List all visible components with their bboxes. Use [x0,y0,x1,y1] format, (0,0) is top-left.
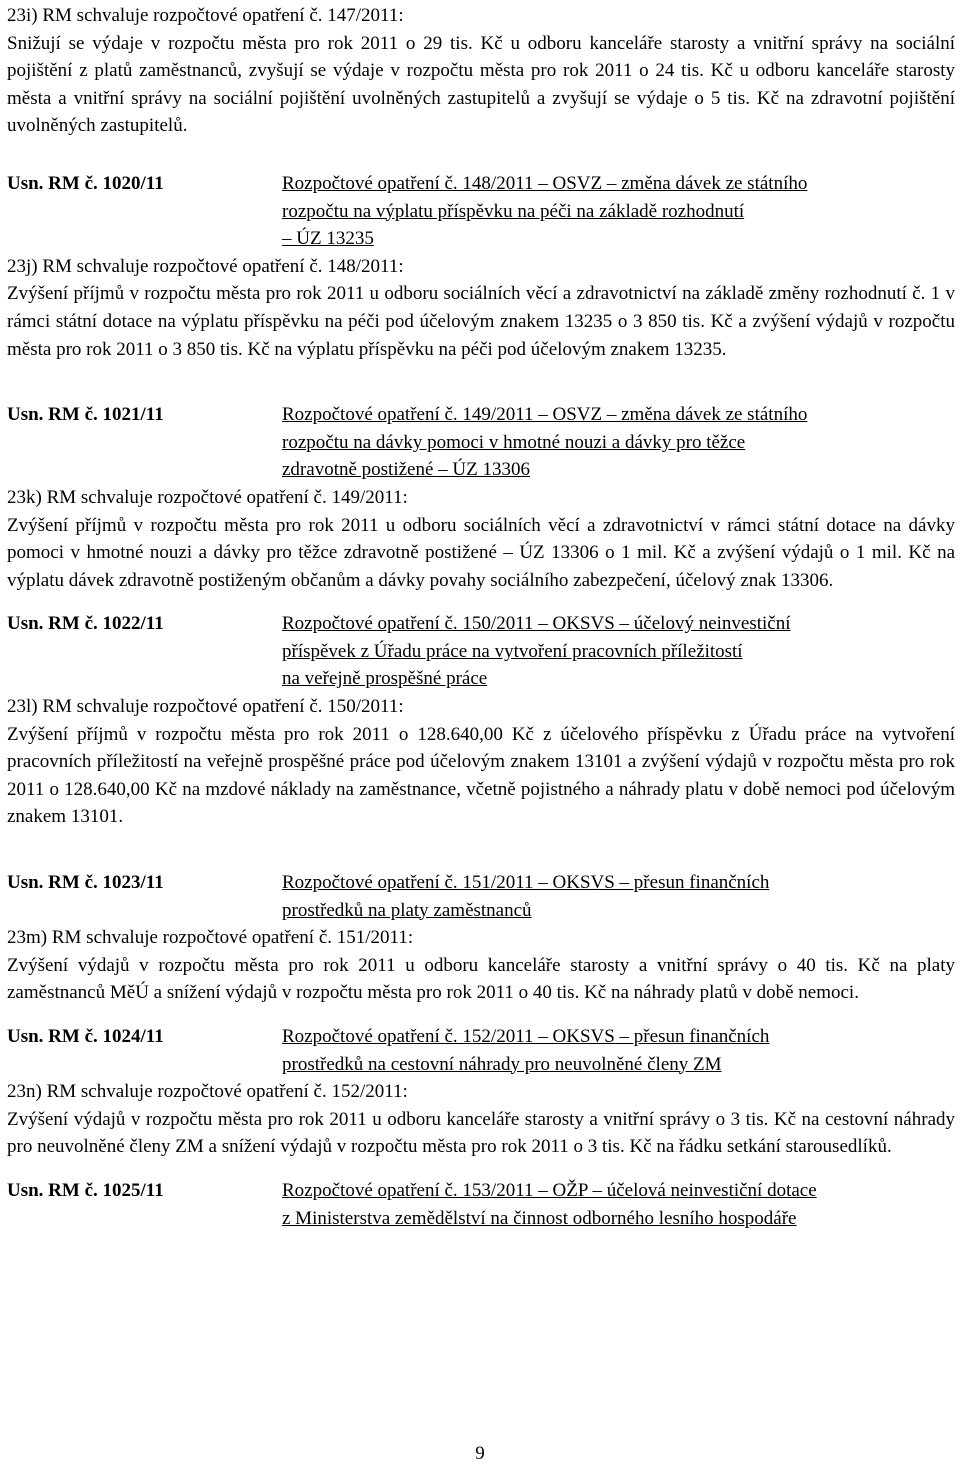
usn-title-line: Rozpočtové opatření č. 153/2011 – OŽP – účelová neinvestiční dotace [282,1179,817,1201]
usn-title-line: – ÚZ 13235 [282,228,374,250]
resolution-body: Zvýšení výdajů v rozpočtu města pro rok 2011 u odboru kanceláře starosty a vnitřní správy o 40 tis. Kč na platy zaměstnanců MěÚ a snížení výdajů v rozpočtu města pro rok 2011 o 40 tis. Kč na náhrady platů v době nemoci. [7,954,955,1004]
usn-title-line: rozpočtu na dávky pomoci v hmotné nouzi a dávky pro těžce [282,431,746,453]
resolution-body: Zvýšení příjmů v rozpočtu města pro rok 2011 u odboru sociálních věcí a zdravotnictví na základě změny rozhodnutí č. 1 v rámci státní dotace na výplatu příspěvku na péči pod účelovým znakem 13235 o 3 850 tis. Kč a zvýšení výdajů v rozpočtu města pro rok 2011 o 3 850 tis. Kč na výplatu příspěvku na péči pod účelovým znakem 13235. [7,283,955,360]
resolution-body: Snižují se výdaje v rozpočtu města pro rok 2011 o 29 tis. Kč u odboru kanceláře starosty a vnitřní správy na sociální pojištění z platů zaměstnanců, zvyšují se výdaje v rozpočtu města pro rok 2011 o 24 tis. Kč u odboru kanceláře starosty města a vnitřní správy na sociální pojištění uvolněných zastupitelů a zvyšují se výdaje o 5 tis. Kč na zdravotní pojištění uvolněných zastupitelů. [7,32,955,137]
usn-title [282,869,955,924]
usn-title [282,1023,955,1078]
usn-title-line: Rozpočtové opatření č. 149/2011 – OSVZ – změna dávek ze státního [282,404,808,426]
resolution-body: Zvýšení příjmů v rozpočtu města pro rok 2011 u odboru sociálních věcí a zdravotnictví v rámci státní dotace na dávky pomoci v hmotné nouzi a dávky pro těžce zdravotně postižené – ÚZ 13306 o 1 mil. Kč a zvýšení výdajů o 1 mil. Kč na výplatu dávek zdravotně postiženým občanům a dávky povahy sociálního zabezpečení, účelový znak 13306. [7,514,955,591]
usn-number: Usn. RM č. 1022/11 [7,613,164,635]
resolution-block-1023 [7,869,955,1007]
resolution-block-1021 [7,401,955,594]
usn-title-line: Rozpočtové opatření č. 152/2011 – OKSVS – přesun finančních [282,1026,770,1047]
resolution-block-1022 [7,610,955,831]
usn-title-line: na veřejně prospěšné práce [282,668,488,690]
usn-title-line: rozpočtu na výplatu příspěvku na péči na základě rozhodnutí [282,200,745,222]
usn-title-line: z Ministerstva zemědělství na činnost odborného lesního hospodáře [282,1207,797,1229]
resolution-heading: 23j) RM schvaluje rozpočtové opatření č. 148/2011: [7,255,404,277]
usn-row [7,1177,955,1232]
usn-row [7,401,955,484]
resolution-heading: 23n) RM schvaluje rozpočtové opatření č. 152/2011: [7,1081,408,1103]
usn-number: Usn. RM č. 1021/11 [7,404,164,426]
resolution-heading: 23l) RM schvaluje rozpočtové opatření č. 150/2011: [7,696,404,718]
resolution-block-1020 [7,170,955,363]
resolution-heading: 23m) RM schvaluje rozpočtové opatření č. 151/2011: [7,927,414,949]
resolution-heading: 23k) RM schvaluje rozpočtové opatření č. 149/2011: [7,486,408,508]
usn-title [282,1177,955,1232]
page-number: 9 [475,1443,485,1464]
usn-number: Usn. RM č. 1024/11 [7,1026,164,1047]
document-page [7,2,955,1232]
usn-title [282,401,955,484]
resolution-block-1025 [7,1177,955,1232]
usn-row [7,869,955,924]
usn-number: Usn. RM č. 1023/11 [7,872,164,894]
usn-title-line: příspěvek z Úřadu práce na vytvoření pracovních příležitostí [282,640,743,662]
usn-title-line: prostředků na platy zaměstnanců [282,899,532,921]
resolution-heading: 23i) RM schvaluje rozpočtové opatření č. 147/2011: [7,5,404,26]
usn-title [282,170,955,253]
usn-row [7,170,955,253]
usn-number: Usn. RM č. 1025/11 [7,1179,164,1201]
usn-number: Usn. RM č. 1020/11 [7,172,164,194]
resolution-body: Zvýšení příjmů v rozpočtu města pro rok 2011 o 128.640,00 Kč z účelového příspěvku z Úřadu práce na vytvoření pracovních příležitostí na veřejně prospěšné práce pod účelovým znakem 13101 a zvýšení výdajů v rozpočtu města pro rok 2011 o 128.640,00 Kč na mzdové náklady na zaměstnance, včetně pojistného a náhrady platu v době nemoci pod účelovým znakem 13101. [7,723,955,828]
usn-title-line: Rozpočtové opatření č. 150/2011 – OKSVS – účelový neinvestiční [282,613,791,635]
usn-row [7,610,955,693]
resolution-body: Zvýšení výdajů v rozpočtu města pro rok 2011 u odboru kanceláře starosty a vnitřní správy o 3 tis. Kč na cestovní náhrady pro neuvolněné členy ZM a snížení výdajů v rozpočtu města pro rok 2011 o 3 tis. Kč na řádku setkání starousedlíků. [7,1108,955,1158]
usn-row [7,1023,955,1078]
usn-title-line: prostředků na cestovní náhrady pro neuvolněné členy ZM [282,1053,722,1075]
usn-title-line: Rozpočtové opatření č. 151/2011 – OKSVS – přesun finančních [282,872,770,894]
resolution-block-1024 [7,1023,955,1161]
resolution-23i [7,2,955,140]
usn-title [282,610,955,693]
usn-title-line: zdravotně postižené – ÚZ 13306 [282,459,530,481]
usn-title-line: Rozpočtové opatření č. 148/2011 – OSVZ – změna dávek ze státního [282,172,808,194]
